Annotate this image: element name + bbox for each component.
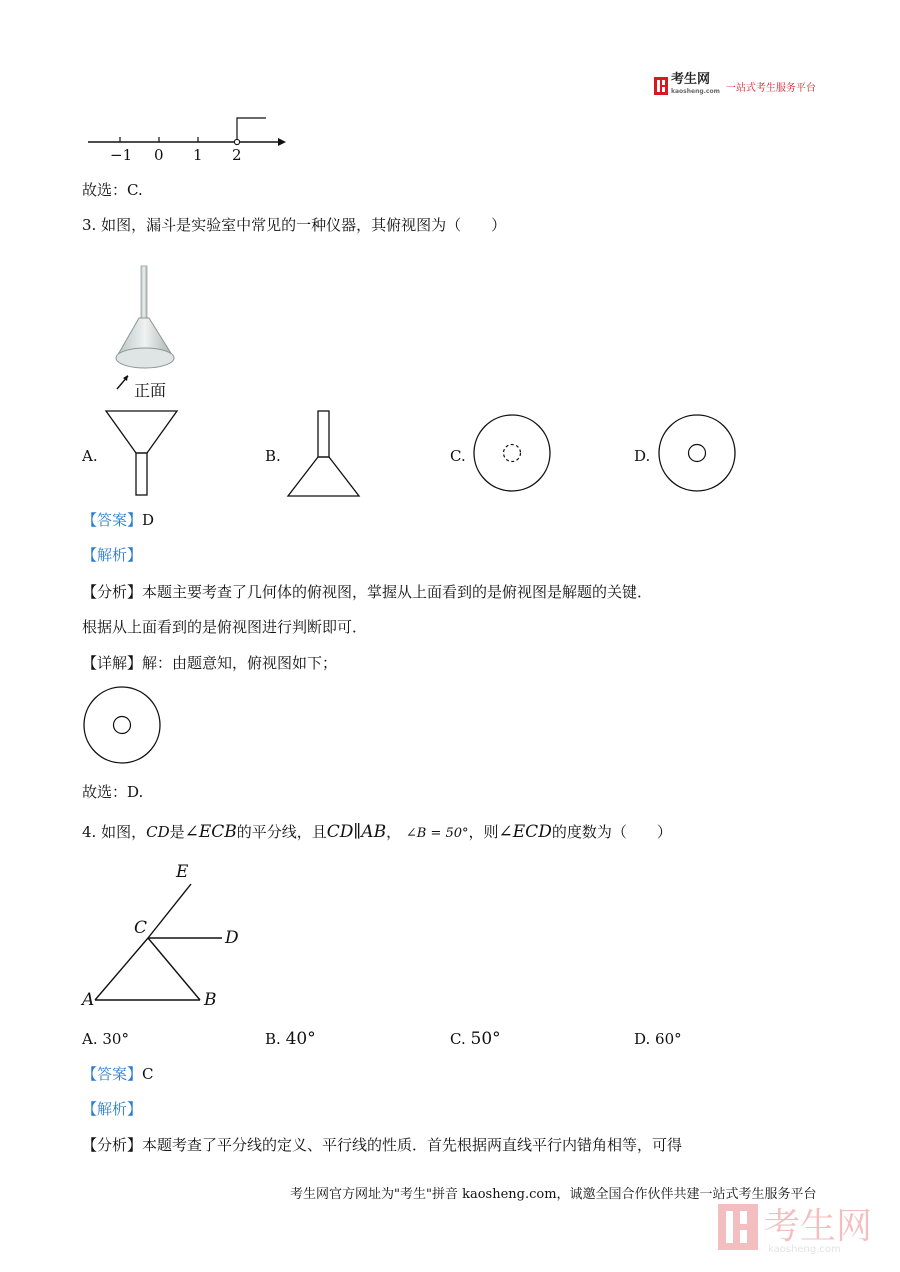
q4-analysis-tag: 【解析】 (82, 1100, 143, 1118)
q4-option-d (634, 1029, 682, 1049)
logo-slogan: 一站式考生服务平台 (725, 82, 816, 94)
tick-label-2: 2 (232, 146, 242, 164)
q3-answer-value: D (142, 511, 155, 529)
q4-fenxi (82, 1135, 682, 1155)
q3-option-c-label: C. (450, 447, 466, 465)
q3-fenxi-tag: 【分析】 (82, 583, 143, 601)
q4-answer-value: C (142, 1065, 154, 1083)
tick-label-0: 0 (154, 146, 164, 164)
q4-angle-ecd: ∠ECD (498, 822, 552, 842)
watermark-text: 考生网 (764, 1206, 873, 1247)
header-logo (654, 74, 816, 98)
logo-brand: 考生网 kaosheng.com (671, 74, 720, 98)
point-c-label: C (134, 918, 148, 938)
q4-answer-tag: 【答案】 (82, 1065, 143, 1083)
q4-option-b (265, 1029, 316, 1049)
q4-cd: CD (146, 823, 170, 841)
q3-conclusion: 故选：D. (82, 783, 144, 801)
q4-option-a-label: A. (82, 1030, 98, 1048)
q4-parallel: CD∥AB (326, 822, 387, 842)
q2-conclusion: 故选：C. (82, 181, 143, 199)
q4-option-c-value: 50° (470, 1029, 501, 1049)
page-footer: 考生网官方网址为"考生"拼音 kaosheng.com，诚邀全国合作伙伴共建一站式考生服务平台 (290, 1187, 817, 1202)
q3-option-d-label: D. (634, 447, 651, 465)
q3-answer-tag: 【答案】 (82, 511, 143, 529)
front-label: 正面 (134, 381, 167, 400)
q3-detail-text: 解：由题意知，俯视图如下； (142, 654, 338, 672)
q4-option-d-label: D. (634, 1030, 651, 1048)
q4-answer (82, 1064, 154, 1084)
q4-stem-part-b: 是 (169, 823, 185, 841)
q4-stem-part-e: ，则 (468, 823, 499, 841)
q4-angle-b: ∠B = 50° (405, 826, 469, 841)
q4-option-b-value: 40° (285, 1029, 316, 1049)
watermark (718, 1204, 873, 1255)
q4-stem-part-d: ， (386, 823, 402, 841)
q3-analysis-tag: 【解析】 (82, 546, 143, 564)
q4-analysis-heading (82, 1099, 142, 1119)
logo-icon (654, 77, 668, 95)
q4-angle-ecb: ∠ECB (184, 822, 237, 842)
q3-fenxi-text: 本题主要考查了几何体的俯视图，掌握从上面看到的是俯视图是解题的关键． (142, 583, 653, 601)
point-d-label: D (225, 928, 239, 948)
q4-option-a (82, 1029, 129, 1049)
q3-stem: 3. 如图，漏斗是实验室中常见的一种仪器，其俯视图为（ ） (82, 216, 507, 234)
q3-solution-figure (80, 684, 166, 768)
q4-fenxi-text: 本题考查了平分线的定义、平行线的性质．首先根据两直线平行内错角相等，可得 (142, 1136, 683, 1154)
q3-option-c-figure (472, 412, 556, 496)
tick-label-1: 1 (193, 146, 203, 164)
q4-stem-part-a: 4. 如图， (82, 823, 147, 841)
q4-fenxi-tag: 【分析】 (82, 1136, 143, 1154)
q3-option-b-label: B. (265, 447, 281, 465)
q3-option-a-figure (104, 408, 180, 500)
q3-option-d-figure (657, 412, 741, 496)
q3-analysis-heading (82, 545, 142, 565)
q4-stem-part-f: 的度数为（ ） (551, 823, 672, 841)
point-b-label: B (204, 990, 217, 1010)
q3-fenxi (82, 582, 652, 602)
logo-brand-sub: kaosheng.com (671, 88, 720, 95)
q4-option-c-label: C. (450, 1030, 466, 1048)
q3-option-a-label: A. (82, 447, 98, 465)
watermark-sub: kaosheng.com (768, 1244, 841, 1255)
q4-stem-part-c: 的平分线，且 (236, 823, 327, 841)
point-e-label: E (176, 862, 189, 882)
q3-option-b-figure (286, 408, 362, 500)
q4-option-c (450, 1029, 501, 1049)
q3-detail-tag: 【详解】 (82, 654, 143, 672)
q4-option-b-label: B. (265, 1030, 281, 1048)
q4-option-d-value: 60° (655, 1030, 682, 1048)
q4-option-a-value: 30° (102, 1030, 129, 1048)
tick-label-neg1: −1 (110, 146, 133, 164)
watermark-logo-icon (718, 1204, 758, 1250)
q3-answer (82, 510, 154, 530)
point-a-label: A (82, 990, 95, 1010)
q3-detail (82, 653, 337, 673)
q4-stem (82, 822, 672, 844)
q3-method: 根据从上面看到的是俯视图进行判断即可． (82, 618, 368, 636)
